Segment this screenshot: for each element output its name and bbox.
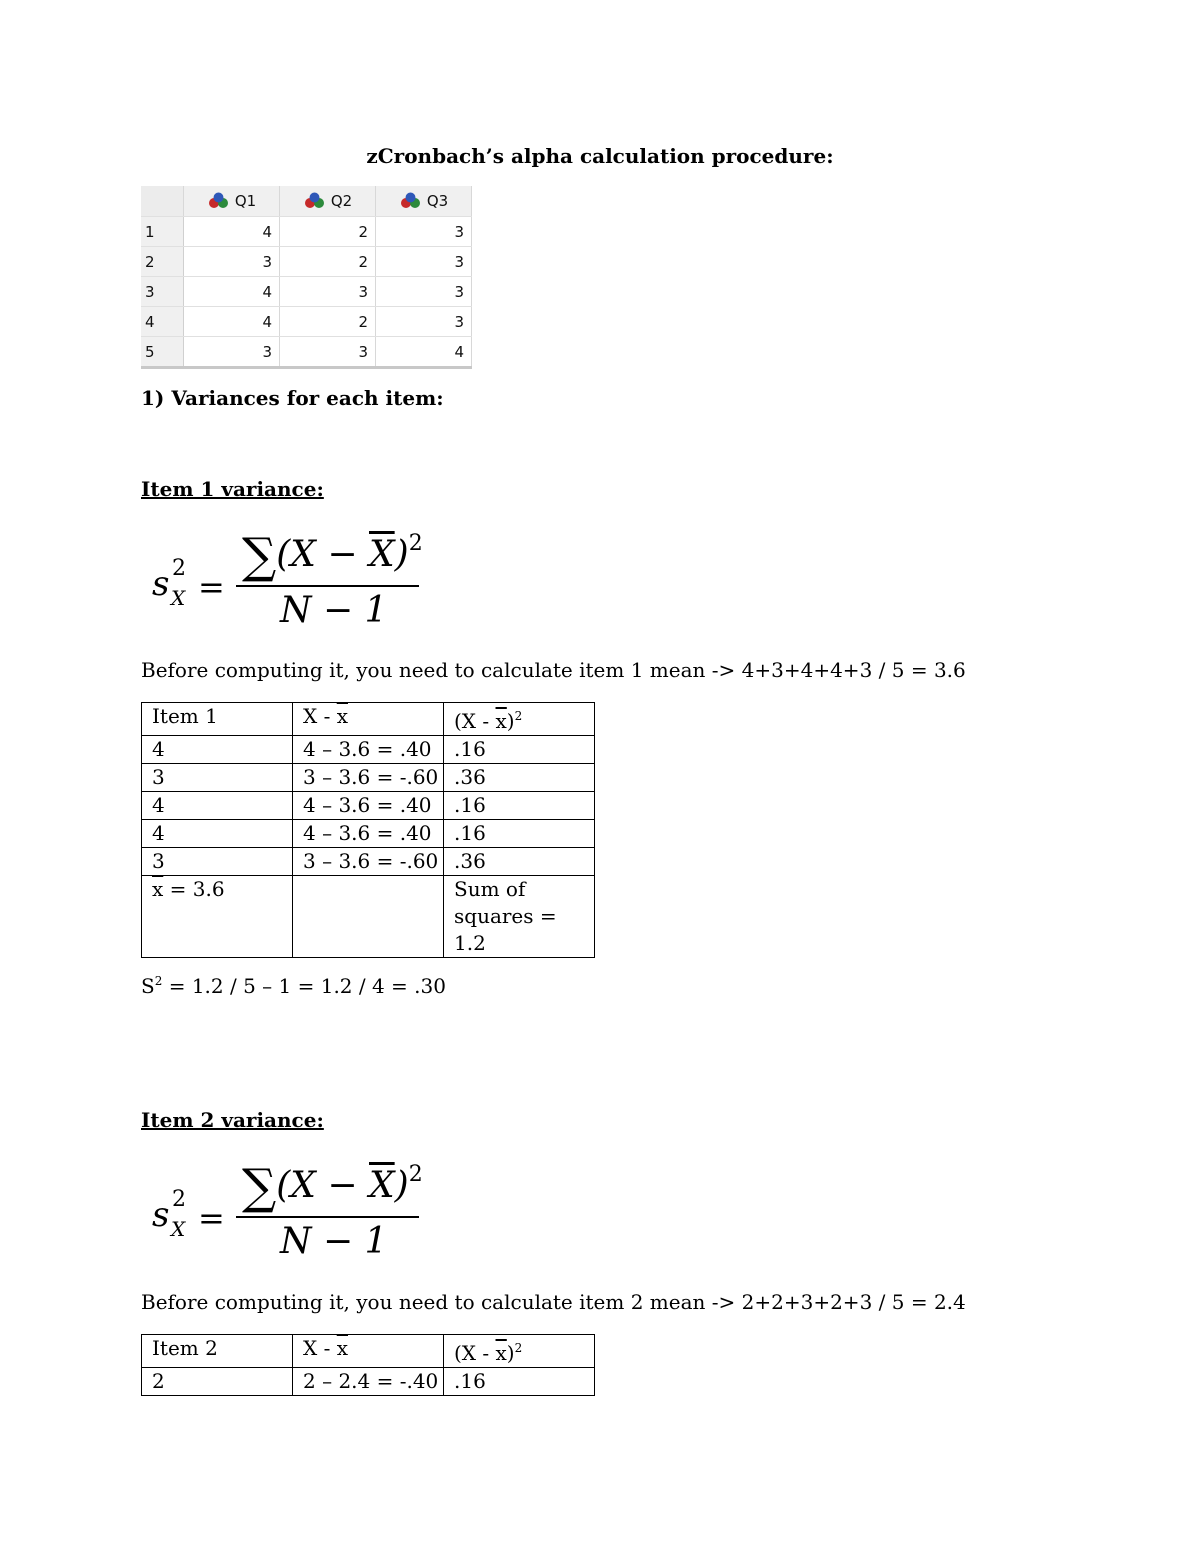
data-cell[interactable]: 3 xyxy=(280,337,376,368)
row-number[interactable]: 4 xyxy=(141,307,184,337)
fraction-bar xyxy=(236,1216,419,1218)
item1-heading: Item 1 variance: xyxy=(141,477,324,501)
header-cell: $(X - \overline{x})^2$ xyxy=(444,1335,595,1368)
row-number[interactable]: 3 xyxy=(141,277,184,307)
table-row: 4 4 – 3.6 = .40 .16 xyxy=(142,792,595,820)
var-header-q3[interactable]: Q3 xyxy=(376,186,472,217)
data-cell[interactable]: 4 xyxy=(376,337,472,368)
sigma-icon: ∑ xyxy=(242,1159,277,1215)
data-cell[interactable]: 3 xyxy=(184,337,280,368)
mean-cell: $\overline{x} = 3.6$ xyxy=(142,876,293,958)
table-row xyxy=(141,247,472,277)
data-cell[interactable]: 3 xyxy=(376,307,472,337)
data-cell[interactable]: 2 xyxy=(280,217,376,247)
formula-denominator: N − 1 xyxy=(280,1221,388,1262)
var-header-q2[interactable]: Q2 xyxy=(280,186,376,217)
variance-formula: s 2 X = $\sum(X - \overline{X})^2$ N − 1 xyxy=(152,528,423,631)
row-number[interactable]: 2 xyxy=(141,247,184,277)
formula-numerator: $\sum(X - \overline{X})^2$ xyxy=(242,528,423,584)
mean-line: Before computing it, you need to calculate item 2 mean -> 2+2+3+2+3 / 5 = 2.4 xyxy=(141,1290,966,1314)
data-cell[interactable]: 3 xyxy=(376,217,472,247)
data-cell[interactable]: 2 xyxy=(280,247,376,277)
data-cell[interactable]: 4 xyxy=(184,307,280,337)
formula-lhs: s 2 X xyxy=(152,1187,186,1241)
var-header-q1[interactable]: Q1 xyxy=(184,186,280,217)
data-cell[interactable]: 3 xyxy=(376,277,472,307)
fraction-bar xyxy=(236,585,419,587)
header-cell: $(X - \overline{x})^2$ xyxy=(444,703,595,736)
item1-calc-table xyxy=(141,702,595,958)
table-row: 3 3 – 3.6 = -.60 .36 xyxy=(142,764,595,792)
header-cell: Item 1 xyxy=(142,703,293,736)
data-cell[interactable]: 2 xyxy=(280,307,376,337)
page-title: zCronbach’s alpha calculation procedure: xyxy=(366,144,834,168)
table-row: 4 4 – 3.6 = .40 .16 xyxy=(142,736,595,764)
table-row xyxy=(141,337,472,368)
data-cell[interactable]: 3 xyxy=(376,247,472,277)
formula-numerator: $\sum(X - \overline{X})^2$ xyxy=(242,1159,423,1215)
item2-calc-table xyxy=(141,1334,595,1396)
sum-squares-cell: Sum of squares = 1.2 xyxy=(444,876,595,958)
data-cell[interactable]: 3 xyxy=(184,247,280,277)
corner-cell xyxy=(141,186,184,217)
mean-line: Before computing it, you need to calculate item 1 mean -> 4+3+4+4+3 / 5 = 3.6 xyxy=(141,658,966,682)
variance-formula: s 2 X = $\sum(X - \overline{X})^2$ N − 1 xyxy=(152,1159,423,1262)
formula-denominator: N − 1 xyxy=(280,590,388,631)
item2-heading: Item 2 variance: xyxy=(141,1108,324,1132)
scale-variable-icon xyxy=(399,192,423,210)
table-row: 3 3 – 3.6 = -.60 .36 xyxy=(142,848,595,876)
table-row: 4 4 – 3.6 = .40 .16 xyxy=(142,820,595,848)
header-cell: X - $\overline{x}$ xyxy=(293,703,444,736)
variance-result: $S^2 = 1.2 / 5 - 1 = 1.2 / 4 = .30$ xyxy=(141,974,446,998)
table-header-row xyxy=(142,703,595,736)
scale-variable-icon xyxy=(207,192,231,210)
table-row xyxy=(141,217,472,247)
data-cell[interactable]: 4 xyxy=(184,277,280,307)
table-header-row xyxy=(142,1335,595,1368)
header-cell: X - $\overline{x}$ xyxy=(293,1335,444,1368)
formula-lhs: s 2 X xyxy=(152,556,186,610)
row-number[interactable]: 1 xyxy=(141,217,184,247)
sigma-icon: ∑ xyxy=(242,528,277,584)
scale-variable-icon xyxy=(303,192,327,210)
table-footer-row xyxy=(142,876,595,958)
table-row xyxy=(141,307,472,337)
data-cell[interactable]: 3 xyxy=(280,277,376,307)
table-row xyxy=(141,277,472,307)
table-row: 2 2 – 2.4 = -.40 .16 xyxy=(142,1368,595,1396)
header-cell: Item 2 xyxy=(142,1335,293,1368)
section-heading: 1) Variances for each item: xyxy=(141,386,444,410)
spss-data-view xyxy=(141,186,472,369)
data-cell[interactable]: 4 xyxy=(184,217,280,247)
row-number[interactable]: 5 xyxy=(141,337,184,368)
